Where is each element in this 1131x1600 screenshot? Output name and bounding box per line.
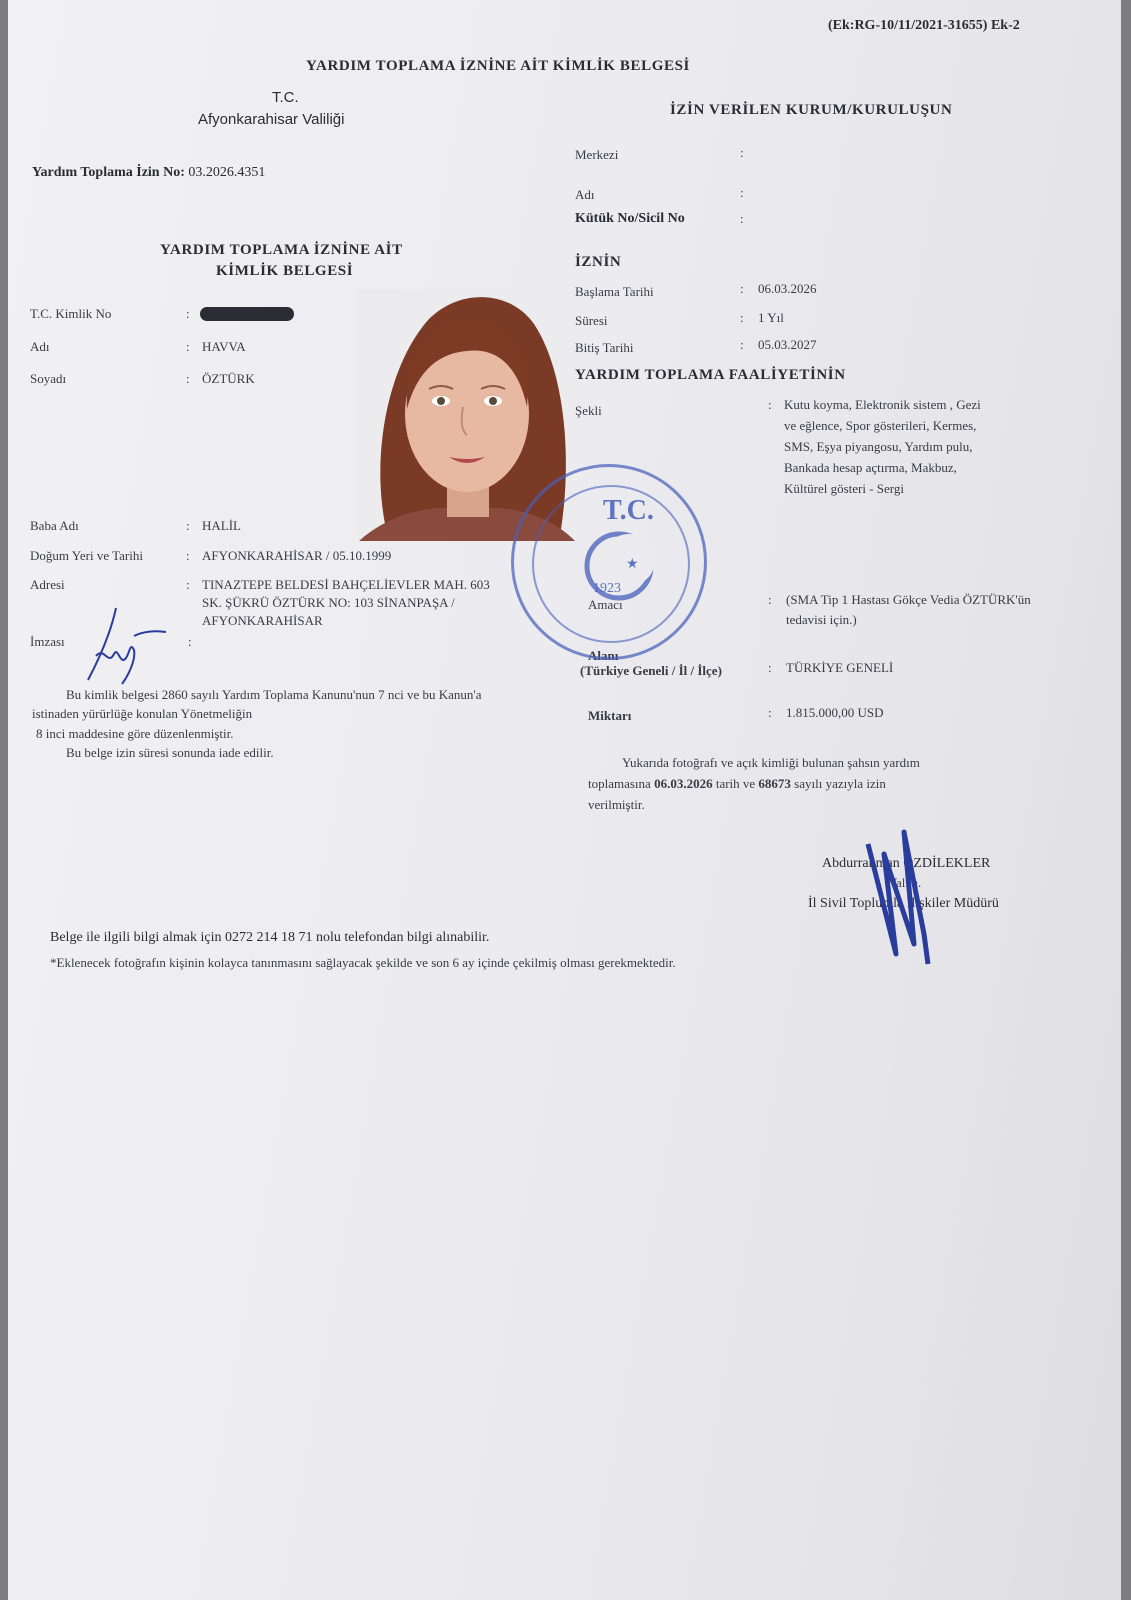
birth-value: AFYONKARAHİSAR / 05.10.1999 (202, 548, 392, 563)
org-section-title: İZİN VERİLEN KURUM/KURULUŞUN (670, 102, 953, 118)
approval-line1: Yukarıda fotoğrafı ve açık kimliği bulunan şahsın yardım (622, 755, 920, 770)
activity-form-line1: Kutu koyma, Elektronik sistem , Gezi (784, 397, 981, 412)
surname-colon: : (186, 371, 190, 386)
purpose-label: Amacı (588, 597, 623, 612)
activity-form-line4: Bankada hesap açtırma, Makbuz, (784, 460, 957, 475)
org-name-label: Adı (575, 187, 595, 202)
document-reference: (Ek:RG-10/11/2021-31655) Ek-2 (828, 18, 1020, 33)
purpose-colon: : (768, 592, 772, 607)
org-registry-label: Kütük No/Sicil No (575, 211, 685, 226)
approval-line2 (588, 776, 886, 792)
amount-label: Miktarı (588, 708, 632, 723)
legal-line2: istinaden yürürlüğe konulan Yönetmeliğin (32, 706, 253, 721)
main-title: YARDIM TOPLAMA İZNİNE AİT KİMLİK BELGESİ (306, 58, 690, 74)
footer-contact: Belge ile ilgili bilgi almak için 0272 214 18 71 nolu telefondan bilgi alınabilir. (50, 930, 490, 945)
address-colon: : (186, 577, 190, 592)
surname-label: Soyadı (30, 371, 67, 386)
father-name-label: Baba Adı (30, 518, 79, 533)
activity-section-title: YARDIM TOPLAMA FAALİYETİNİN (575, 367, 846, 383)
id-card-title-line1: YARDIM TOPLAMA İZNİNE AİT (160, 242, 403, 258)
end-date-label: Bitiş Tarihi (575, 340, 634, 355)
org-center-colon: : (740, 145, 744, 160)
start-date-label: Başlama Tarihi (575, 284, 654, 299)
document-page (8, 0, 1121, 1600)
start-date-colon: : (740, 281, 744, 296)
permit-number (32, 165, 265, 181)
activity-form-label: Şekli (575, 403, 602, 418)
stamp-top-text: T.C. (603, 495, 654, 526)
approval-date: 06.03.2026 (654, 776, 713, 791)
stamp-seal (511, 464, 707, 660)
tc-number-label: T.C. Kimlik No (30, 306, 112, 321)
duration-label: Süresi (575, 313, 608, 328)
org-name-colon: : (740, 185, 744, 200)
approval-text-b: tarih ve (712, 776, 759, 791)
area-label: Alanı (588, 648, 619, 663)
legal-line3: 8 inci maddesine göre düzenlenmiştir. (36, 726, 234, 741)
name-label: Adı (30, 339, 50, 354)
surname-value: ÖZTÜRK (202, 371, 255, 386)
permit-number-label: Yardım Toplama İzin No: (32, 165, 185, 180)
end-date-colon: : (740, 337, 744, 352)
permit-section-title: İZNİN (575, 254, 622, 270)
address-line3: AFYONKARAHİSAR (202, 613, 323, 628)
amount-value: 1.815.000,00 USD (786, 705, 884, 720)
org-registry-colon: : (740, 211, 744, 226)
address-label: Adresi (30, 577, 65, 592)
signatory-title: İl Sivil Toplumla İlişkiler Müdürü (808, 896, 999, 911)
duration-colon: : (740, 310, 744, 325)
purpose-line2: tedavisi için.) (786, 612, 857, 627)
legal-line4: Bu belge izin süresi sonunda iade edilir. (66, 745, 274, 760)
address-line1: TINAZTEPE BELDESİ BAHÇELİEVLER MAH. 603 (202, 577, 490, 592)
legal-line1: Bu kimlik belgesi 2860 sayılı Yardım Toplama Kanunu'nun 7 nci ve bu Kanun'a (66, 687, 482, 702)
father-name-colon: : (186, 518, 190, 533)
signature-colon: : (188, 634, 192, 649)
duration-value: 1 Yıl (758, 310, 784, 325)
approval-reference: 68673 (758, 776, 791, 791)
area-value: TÜRKİYE GENELİ (786, 660, 894, 675)
star-icon: ★ (626, 557, 639, 572)
birth-colon: : (186, 548, 190, 563)
redacted-tc-number (200, 307, 294, 321)
area-colon: : (768, 660, 772, 675)
id-card-title-line2: KİMLİK BELGESİ (216, 263, 354, 279)
holder-signature (78, 606, 168, 686)
signatory-role: Vali a. (888, 875, 922, 890)
issuer-tc: T.C. (272, 89, 299, 106)
address-line2: SK. ŞÜKRÜ ÖZTÜRK NO: 103 SİNANPAŞA / (202, 595, 455, 610)
name-value: HAVVA (202, 339, 246, 354)
purpose-line1: (SMA Tip 1 Hastası Gökçe Vedia ÖZTÜRK'ün (786, 592, 1031, 607)
signatory-name: Abdurrahman ÖZDİLEKLER (822, 856, 991, 871)
issuer-governorship: Afyonkarahisar Valiliği (198, 111, 345, 128)
approval-line3: verilmiştir. (588, 797, 645, 812)
activity-form-line2: ve eğlence, Spor gösterileri, Kermes, (784, 418, 977, 433)
father-name-value: HALİL (202, 518, 241, 533)
activity-form-line5: Kültürel gösteri - Sergi (784, 481, 904, 496)
permit-number-value: 03.2026.4351 (188, 165, 266, 180)
official-stamp (511, 464, 707, 660)
end-date-value: 05.03.2027 (758, 337, 817, 352)
start-date-value: 06.03.2026 (758, 281, 817, 296)
amount-colon: : (768, 705, 772, 720)
footer-photo-note: *Eklenecek fotoğrafın kişinin kolayca tanınmasını sağlayacak şekilde ve son 6 ay içinde çekilmiş olması gerekmektedir. (50, 955, 676, 970)
stamp-year: 1923 (593, 581, 621, 596)
signature-label: İmzası (30, 634, 65, 649)
name-colon: : (186, 339, 190, 354)
area-label-scope: (Türkiye Geneli / İl / İlçe) (580, 663, 722, 678)
official-signature (858, 824, 938, 974)
activity-form-colon: : (768, 397, 772, 412)
tc-number-colon: : (186, 306, 190, 321)
approval-text-a: toplamasına (588, 776, 655, 791)
activity-form-line3: SMS, Eşya piyangosu, Yardım pulu, (784, 439, 973, 454)
approval-text-c: sayılı yazıyla izin (790, 776, 886, 791)
birth-label: Doğum Yeri ve Tarihi (30, 548, 143, 563)
org-center-label: Merkezi (575, 147, 619, 162)
